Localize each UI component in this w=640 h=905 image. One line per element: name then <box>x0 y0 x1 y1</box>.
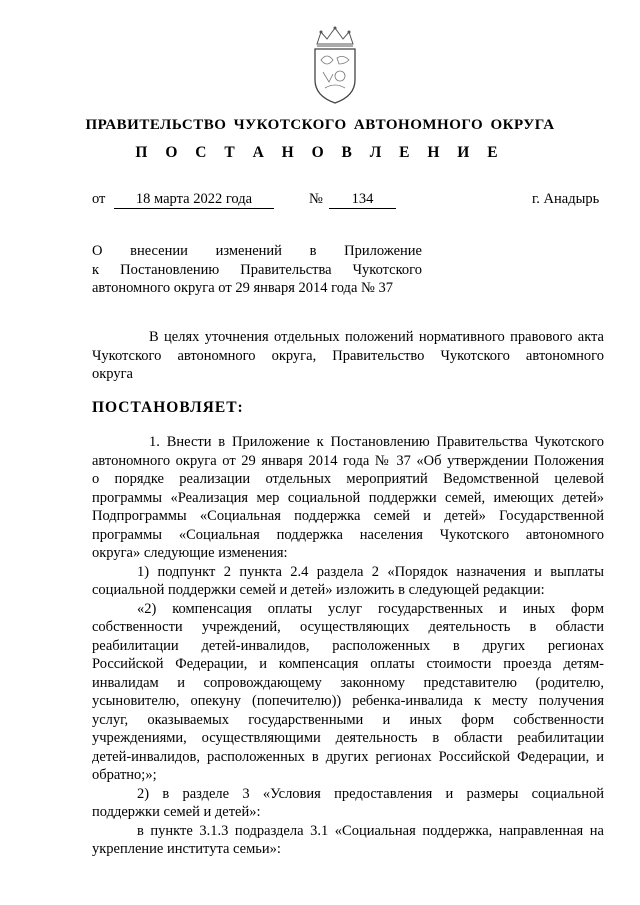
document-subject <box>92 242 422 298</box>
subject-line: автономного округа от 29 января 2014 года № 37 <box>92 280 393 296</box>
document-type-title: П О С Т А Н О В Л Е Н И Е <box>135 144 505 161</box>
text-line: программы «Реализация мер социальной поддержки семей, имеющих детей» <box>92 489 604 506</box>
organization-name: ПРАВИТЕЛЬСТВО ЧУКОТСКОГО АВТОНОМНОГО ОКРУГА <box>85 117 555 133</box>
city-name: г. Анадырь <box>532 191 600 207</box>
text-line: социальной поддержки семей и детей» изложить в следующей редакции: <box>92 582 545 598</box>
text-line: программы «Социальная поддержка населения Чукотского автономного <box>92 526 604 543</box>
subject-line: к Постановлению Правительства Чукотского <box>92 261 422 278</box>
text-line: реабилитации детей-инвалидов, расположенных в других регионах <box>92 637 604 654</box>
text-line: округа» следующие изменения: <box>92 545 288 561</box>
text-line: обратно;»; <box>92 767 157 783</box>
document-date: 18 марта 2022 года <box>114 190 274 209</box>
text-line: 1) подпункт 2 пункта 2.4 раздела 2 «Порядок назначения и выплаты <box>137 563 604 580</box>
number-sign: № <box>309 191 323 207</box>
text-line: 2) в разделе 3 «Условия предоставления и размеры социальной <box>137 785 604 802</box>
preamble-paragraph <box>92 328 604 384</box>
text-line: о порядке реализации отдельных мероприятий Ведомственной целевой <box>92 471 604 487</box>
text-line: автономного округа от 29 января 2014 года № 37 «Об утверждении Положения <box>92 452 604 469</box>
text-line: детей-инвалидов, расположенных в других регионах Российской Федерации, и <box>92 748 604 765</box>
resolution-body <box>92 433 604 859</box>
text-line: в пункте 3.1.3 подраздела 3.1 «Социальная поддержка, направленная на <box>137 822 604 839</box>
coat-of-arms-emblem <box>303 24 367 106</box>
text-line: услуг, оказываемых государственными и иных форм собственности <box>92 711 604 728</box>
text-line: Российской Федерации, и компенсация оплаты стоимости проезда детям- <box>92 656 604 672</box>
text-line: инвалидам и сопровождающему законному представителю (родителю, <box>92 674 604 691</box>
text-line: «2) компенсация оплаты услуг государственных и иных форм <box>137 600 604 617</box>
text-line: укрепление института семьи»: <box>92 841 281 857</box>
text-line: Подпрограммы «Социальная поддержка семей и детей» Государственной <box>92 508 604 524</box>
subject-line: О внесении изменений в Приложение <box>92 243 422 259</box>
text-line: 1. Внести в Приложение к Постановлению Правительства Чукотского <box>149 434 604 450</box>
text-line: округа <box>92 366 133 382</box>
text-line: учреждениями, осуществляющими деятельность в области реабилитации <box>92 730 604 746</box>
resolves-heading: ПОСТАНОВЛЯЕТ: <box>92 399 244 416</box>
document-number: 134 <box>329 190 396 209</box>
text-line: поддержки семей и детей»: <box>92 804 261 820</box>
date-prefix: от <box>92 191 106 207</box>
text-line: усыновителю, опекуну (попечителю)) ребенка-инвалида к месту получения <box>92 693 604 709</box>
text-line: собственности учреждений, осуществляющих деятельность в области <box>92 619 604 635</box>
text-line: В целях уточнения отдельных положений нормативного правового акта <box>149 329 604 345</box>
text-line: Чукотского автономного округа, Правительство Чукотского автономного <box>92 347 604 364</box>
